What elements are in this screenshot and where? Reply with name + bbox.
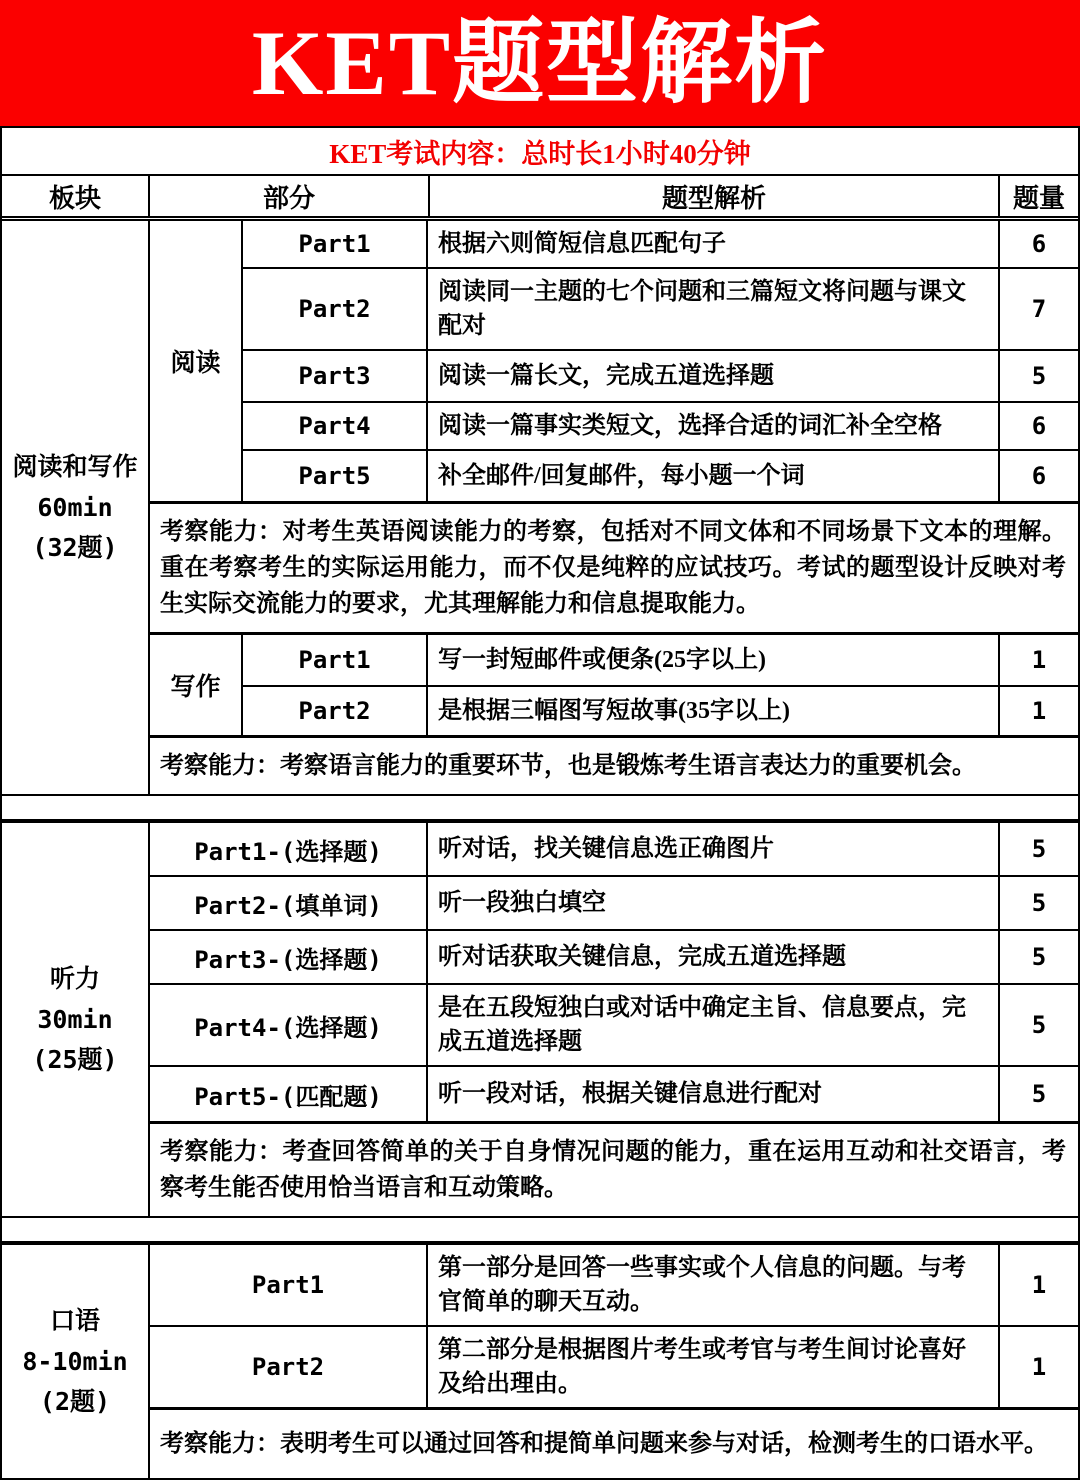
- header-module: 板块: [2, 176, 150, 216]
- section-reading-writing: [2, 221, 1078, 796]
- section-separator: [2, 1218, 1078, 1245]
- exam-summary-row: [2, 128, 1078, 176]
- group-label-reading: 阅读: [150, 221, 243, 501]
- question-count: 5: [1031, 1011, 1047, 1039]
- table-row: [243, 403, 1078, 451]
- module-duration: 8-10min: [22, 1346, 128, 1376]
- part-label: Part1: [243, 221, 428, 267]
- module-question-total: (25题): [32, 1044, 118, 1074]
- question-count: 5: [1031, 943, 1047, 971]
- section-separator: [2, 796, 1078, 823]
- exam-summary-text: KET考试内容：总时长1小时40分钟: [329, 138, 751, 169]
- table-row: [243, 451, 1078, 501]
- header-count: 题量: [1012, 183, 1065, 213]
- table-row: [150, 1327, 1078, 1407]
- question-type-description: 听一段对话，根据关键信息进行配对: [428, 1067, 1000, 1121]
- ability-note-writing: [150, 738, 1078, 794]
- question-count: 1: [1031, 697, 1047, 725]
- module-duration: 60min: [37, 492, 113, 522]
- question-count: 5: [1031, 1080, 1047, 1108]
- question-count: 6: [1031, 412, 1047, 440]
- question-type-description: 阅读同一主题的七个问题和三篇短文将问题与课文配对: [428, 269, 1000, 349]
- question-count: 1: [1031, 1271, 1047, 1299]
- part-label: Part5-(匹配题): [150, 1067, 428, 1121]
- module-cell-speaking: [2, 1245, 150, 1478]
- part-label: Part2: [243, 687, 428, 735]
- group-reading: [150, 221, 1078, 504]
- part-label: Part3-(选择题): [150, 931, 428, 983]
- part-label: Part2-(填单词): [150, 877, 428, 929]
- group-listening-parts: [150, 823, 1078, 1124]
- banner: [0, 0, 1080, 126]
- table-row: [150, 823, 1078, 877]
- table-row: [150, 1245, 1078, 1327]
- question-type-description: 听对话获取关键信息，完成五道选择题: [428, 931, 1000, 983]
- question-type-description: 是在五段短独白或对话中确定主旨、信息要点，完成五道选择题: [428, 985, 1000, 1065]
- question-type-description: 根据六则简短信息匹配句子: [428, 221, 1000, 267]
- header-analysis: 题型解析: [430, 176, 1000, 216]
- module-cell-listening: [2, 823, 150, 1216]
- question-type-description: 听对话，找关键信息选正确图片: [428, 823, 1000, 875]
- module-name: 口语: [49, 1307, 100, 1335]
- part-label: Part1-(选择题): [150, 823, 428, 875]
- question-count: 1: [1031, 1353, 1047, 1381]
- ability-note-text: 考察能力：考查回答简单的关于自身情况问题的能力，重在运用互动和社交语言，考察考生能否使用恰当语言和互动策略。: [160, 1139, 1066, 1201]
- question-type-description: 第二部分是根据图片考生或考官与考生间讨论喜好及给出理由。: [428, 1327, 1000, 1407]
- question-type-description: 阅读一篇长文，完成五道选择题: [428, 351, 1000, 401]
- question-count: 6: [1031, 230, 1047, 258]
- question-count: 7: [1031, 295, 1047, 323]
- header-part: 部分: [150, 176, 430, 216]
- part-label: Part2: [150, 1327, 428, 1407]
- module-name: 阅读和写作: [12, 453, 138, 481]
- question-count: 6: [1031, 462, 1047, 490]
- part-label: Part5: [243, 451, 428, 501]
- question-type-description: 阅读一篇事实类短文，选择合适的词汇补全空格: [428, 403, 1000, 449]
- part-label: Part3: [243, 351, 428, 401]
- ability-note-text: 考察能力：对考生英语阅读能力的考察，包括对不同文体和不同场景下文本的理解。重在考察考生的实际运用能力，而不仅是纯粹的应试技巧。考试的题型设计反映对考生实际交流能力的要求，尤其理解能力和信息提取能力。: [160, 519, 1066, 617]
- part-label: Part4-(选择题): [150, 985, 428, 1065]
- question-count: 5: [1031, 835, 1047, 863]
- section-speaking: [2, 1245, 1078, 1478]
- ability-note-listening: [150, 1124, 1078, 1216]
- group-writing: [150, 635, 1078, 738]
- group-label-writing: 写作: [150, 635, 243, 735]
- section-listening: [2, 823, 1078, 1218]
- table-row: [150, 985, 1078, 1067]
- part-label: Part2: [243, 269, 428, 349]
- question-type-description: 写一封短邮件或便条(25字以上): [428, 635, 1000, 685]
- question-count: 5: [1031, 889, 1047, 917]
- part-label: Part4: [243, 403, 428, 449]
- part-label: Part1: [150, 1245, 428, 1325]
- module-question-total: (2题): [39, 1386, 111, 1416]
- group-speaking-parts: [150, 1245, 1078, 1410]
- table-row: [150, 877, 1078, 931]
- table-row: [243, 269, 1078, 351]
- module-duration: 30min: [37, 1004, 113, 1034]
- table-row: [243, 687, 1078, 735]
- module-cell-reading-writing: [2, 221, 150, 794]
- table-row: [150, 1067, 1078, 1121]
- table-row: [243, 221, 1078, 269]
- ket-exam-table: [0, 126, 1080, 1480]
- module-name: 听力: [49, 965, 100, 993]
- ability-note-reading: [150, 504, 1078, 635]
- ability-note-speaking: [150, 1410, 1078, 1478]
- question-count: 1: [1031, 646, 1047, 674]
- table-row: [243, 635, 1078, 687]
- question-type-description: 第一部分是回答一些事实或个人信息的问题。与考官简单的聊天互动。: [428, 1245, 1000, 1325]
- question-count: 5: [1031, 362, 1047, 390]
- table-header-row: [2, 176, 1078, 221]
- table-row: [243, 351, 1078, 403]
- question-type-description: 补全邮件/回复邮件，每小题一个词: [428, 451, 1000, 501]
- part-label: Part1: [243, 635, 428, 685]
- question-type-description: 听一段独白填空: [428, 877, 1000, 929]
- table-row: [150, 931, 1078, 985]
- ability-note-text: 考察能力：表明考生可以通过回答和提简单问题来参与对话，检测考生的口语水平。: [160, 1431, 1048, 1457]
- module-question-total: (32题): [32, 532, 118, 562]
- ability-note-text: 考察能力：考察语言能力的重要环节，也是锻炼考生语言表达力的重要机会。: [160, 753, 976, 779]
- question-type-description: 是根据三幅图写短故事(35字以上): [428, 687, 1000, 735]
- page-title: KET题型解析: [251, 12, 829, 114]
